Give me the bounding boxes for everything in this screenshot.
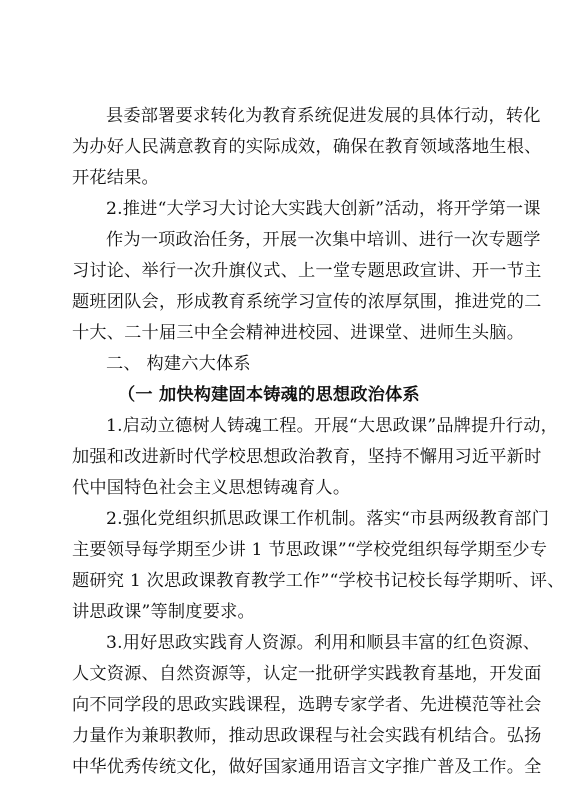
text-line: 主要领导每学期至少讲 1 节思政课”“学校党组织每学期至少专 bbox=[72, 540, 548, 560]
text-line: 作为一项政治任务，开展一次集中培训、进行一次专题学 bbox=[106, 230, 541, 250]
text-line: 讲思政课”等制度要求。 bbox=[72, 602, 255, 622]
text-line: 题班团队会，形成教育系统学习宣传的浓厚氛围，推进党的二 bbox=[72, 292, 542, 312]
text-line: 代中国特色社会主义思想铸魂育人。 bbox=[72, 478, 351, 498]
text-line: 加强和改进新时代学校思想政治教育，坚持不懈用习近平新时 bbox=[72, 447, 542, 467]
text-line: 为办好人民满意教育的实际成效，确保在教育领域落地生根、 bbox=[72, 137, 542, 157]
text-line: 1.启动立德树人铸魂工程。开展“大思政课”品牌提升行动， bbox=[106, 416, 559, 436]
section-heading: 二、 构建六大体系 bbox=[106, 354, 251, 374]
text-line: 向不同学段的思政实践课程，选聘专家学者、先进模范等社会 bbox=[72, 695, 542, 715]
subsection-heading: （一 加快构建固本铸魂的思想政治体系 bbox=[118, 385, 420, 405]
text-line: 3.用好思政实践育人资源。利用和顺县丰富的红色资源、 bbox=[106, 633, 541, 653]
text-line: 中华优秀传统文化，做好国家通用语言文字推广普及工作。全 bbox=[72, 757, 542, 777]
text-line: 十大、二十届三中全会精神进校园、进课堂、进师生头脑。 bbox=[72, 323, 525, 343]
text-line: 人文资源、自然资源等，认定一批研学实践教育基地，开发面 bbox=[72, 664, 542, 684]
text-line: 开花结果。 bbox=[72, 168, 159, 188]
text-line: 2.强化党组织抓思政课工作机制。落实“市县两级教育部门 bbox=[106, 509, 550, 529]
text-line: 县委部署要求转化为教育系统促进发展的具体行动，转化 bbox=[106, 106, 541, 126]
text-line: 2.推进“大学习大讨论大实践大创新”活动，将开学第一课 bbox=[106, 199, 541, 219]
text-line: 力量作为兼职教师，推动思政课程与社会实践有机结合。弘扬 bbox=[72, 726, 542, 746]
text-line: 题研究 1 次思政课教育教学工作”“学校书记校长每学期听、评、 bbox=[72, 571, 565, 591]
text-line: 习讨论、举行一次升旗仪式、上一堂专题思政宣讲、开一节主 bbox=[72, 261, 542, 281]
